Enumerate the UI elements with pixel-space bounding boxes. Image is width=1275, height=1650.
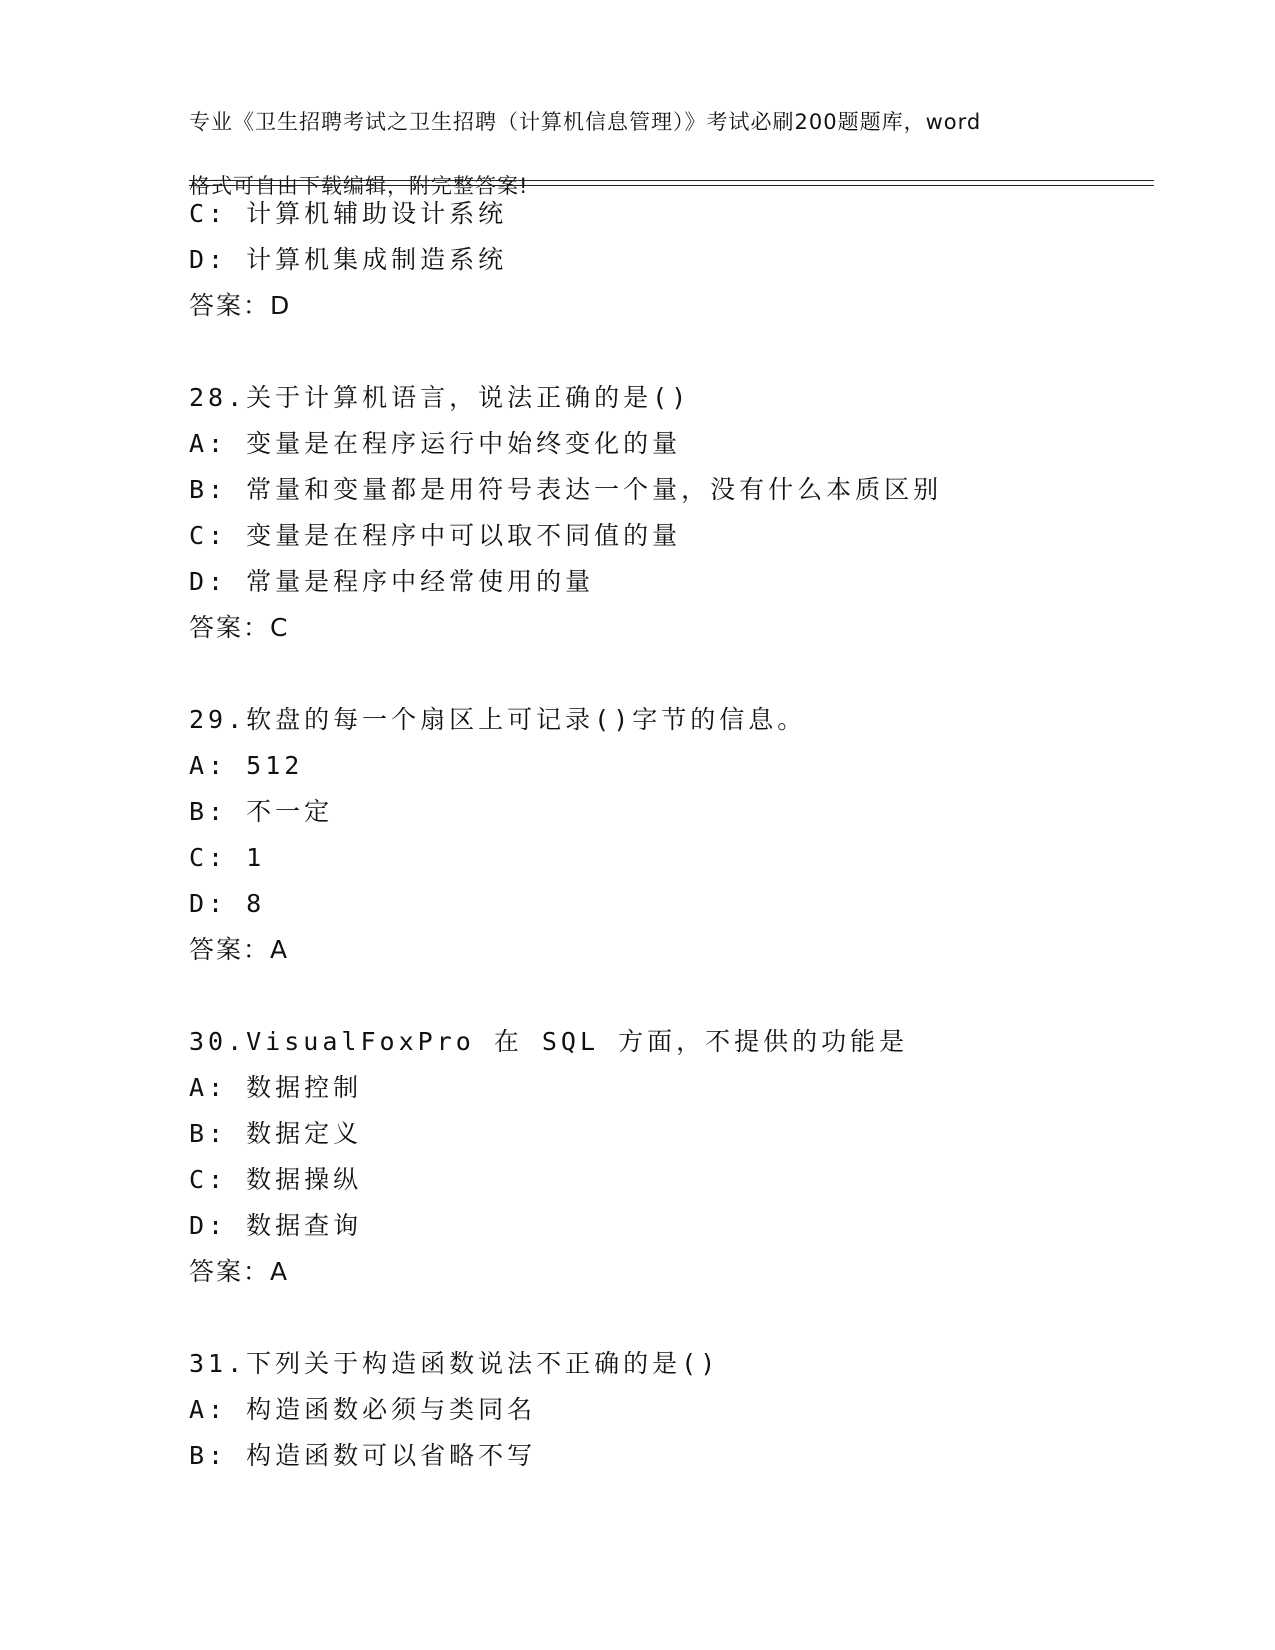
option-d: D: 计算机集成制造系统 bbox=[189, 245, 508, 274]
question-28 bbox=[189, 375, 1149, 651]
question-list bbox=[189, 191, 1149, 1479]
option-c: C: 变量是在程序中可以取不同值的量 bbox=[189, 521, 682, 550]
spacer bbox=[189, 1295, 1149, 1341]
question-31 bbox=[189, 1341, 1149, 1479]
option-d: D: 8 bbox=[189, 889, 266, 918]
spacer bbox=[189, 651, 1149, 697]
question-stem: 31.下列关于构造函数说法不正确的是() bbox=[189, 1349, 720, 1378]
option-a: A: 512 bbox=[189, 751, 304, 780]
option-c: C: 1 bbox=[189, 843, 266, 872]
option-a: A: 构造函数必须与类同名 bbox=[189, 1395, 537, 1424]
question-stem: 29.软盘的每一个扇区上可记录()字节的信息。 bbox=[189, 705, 807, 734]
option-a: A: 变量是在程序运行中始终变化的量 bbox=[189, 429, 682, 458]
header-divider-bottom bbox=[189, 185, 1154, 186]
answer-line: 答案：D bbox=[189, 291, 292, 320]
option-d: D: 数据查询 bbox=[189, 1211, 363, 1240]
option-b: B: 不一定 bbox=[189, 797, 334, 826]
spacer bbox=[189, 329, 1149, 375]
question-stem: 30.VisualFoxPro 在 SQL 方面，不提供的功能是 bbox=[189, 1027, 909, 1056]
option-b: B: 常量和变量都是用符号表达一个量，没有什么本质区别 bbox=[189, 475, 943, 504]
header-line-1: 专业《卫生招聘考试之卫生招聘（计算机信息管理）》考试必刷200题题库，word bbox=[189, 110, 982, 134]
answer-line: 答案：C bbox=[189, 613, 290, 642]
option-b: B: 构造函数可以省略不写 bbox=[189, 1441, 537, 1470]
question-30 bbox=[189, 1019, 1149, 1295]
question-29 bbox=[189, 697, 1149, 973]
option-c: C: 计算机辅助设计系统 bbox=[189, 199, 508, 228]
spacer bbox=[189, 973, 1149, 1019]
option-a: A: 数据控制 bbox=[189, 1073, 363, 1102]
question-27-fragment bbox=[189, 191, 1149, 329]
answer-line: 答案：A bbox=[189, 1257, 290, 1286]
answer-line: 答案：A bbox=[189, 935, 290, 964]
option-b: B: 数据定义 bbox=[189, 1119, 363, 1148]
header-divider-top bbox=[189, 180, 1154, 181]
question-stem: 28.关于计算机语言，说法正确的是() bbox=[189, 383, 691, 412]
header-line-2: 格式可自由下载编辑，附完整答案! bbox=[189, 174, 529, 198]
option-d: D: 常量是程序中经常使用的量 bbox=[189, 567, 595, 596]
option-c: C: 数据操纵 bbox=[189, 1165, 363, 1194]
